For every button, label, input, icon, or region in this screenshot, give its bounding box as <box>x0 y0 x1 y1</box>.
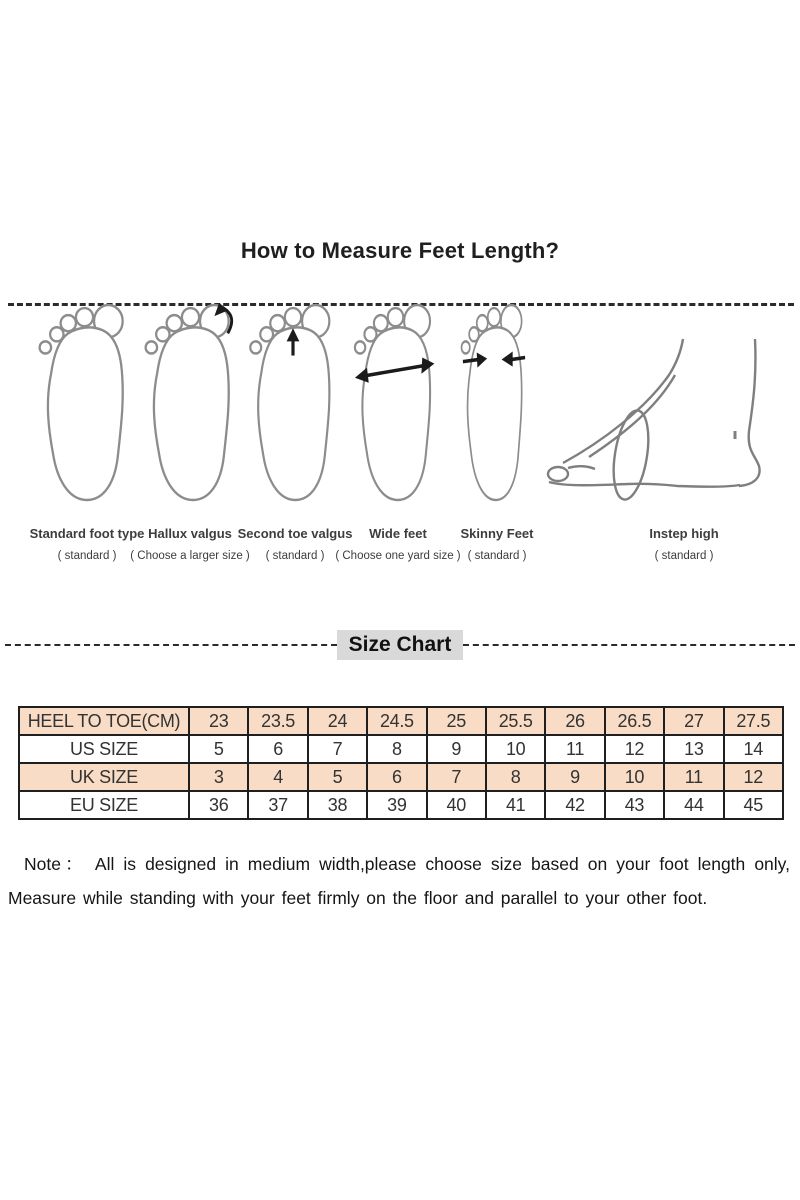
side-foot-heel <box>739 339 760 486</box>
size-cell: 10 <box>486 735 545 763</box>
note-line-2: Measure while standing with your feet firmly on the floor and parallel to your other foot. <box>8 888 708 908</box>
side-foot-toe <box>548 467 568 481</box>
size-cell: 26.5 <box>605 707 664 735</box>
size-cell: 13 <box>664 735 723 763</box>
row-label: EU SIZE <box>19 791 189 819</box>
side-foot-sole <box>549 482 740 487</box>
size-table <box>18 706 784 820</box>
side-foot-instep <box>563 339 683 463</box>
size-cell: 12 <box>605 735 664 763</box>
size-cell: 6 <box>367 763 426 791</box>
size-cell: 25.5 <box>486 707 545 735</box>
foot-outline <box>146 305 229 500</box>
table-row <box>19 735 783 763</box>
foot-outline <box>40 305 123 500</box>
foot-type-name: Standard foot type <box>29 526 145 541</box>
foot-outline <box>462 305 522 500</box>
size-cell: 38 <box>308 791 367 819</box>
foot-type-note: ( standard ) <box>57 550 117 562</box>
size-table-body <box>19 707 783 819</box>
size-cell: 40 <box>427 791 486 819</box>
size-cell: 3 <box>189 763 248 791</box>
foot-type-name: Wide feet <box>369 526 427 541</box>
row-label: HEEL TO TOE(CM) <box>19 707 189 735</box>
size-cell: 25 <box>427 707 486 735</box>
size-cell: 7 <box>308 735 367 763</box>
foot-type-note: ( Choose a larger size ) <box>130 550 250 562</box>
size-cell: 11 <box>545 735 604 763</box>
feet-illustrations <box>0 303 800 508</box>
foot-outline <box>250 305 329 500</box>
foot-caption-instep-high <box>599 526 769 563</box>
foot-illustration-instep-high <box>543 335 768 505</box>
size-cell: 26 <box>545 707 604 735</box>
size-cell: 27 <box>664 707 723 735</box>
size-cell: 8 <box>367 735 426 763</box>
size-cell: 24.5 <box>367 707 426 735</box>
size-cell: 42 <box>545 791 604 819</box>
size-cell: 44 <box>664 791 723 819</box>
foot-type-note: ( standard ) <box>265 550 325 562</box>
foot-outline <box>355 305 430 500</box>
size-cell: 8 <box>486 763 545 791</box>
size-cell: 11 <box>664 763 723 791</box>
size-cell: 5 <box>189 735 248 763</box>
size-cell: 43 <box>605 791 664 819</box>
foot-type-note: ( Choose one yard size ) <box>335 550 461 562</box>
size-cell: 45 <box>724 791 783 819</box>
size-cell: 36 <box>189 791 248 819</box>
size-cell: 24 <box>308 707 367 735</box>
divider-dash-left <box>5 644 337 646</box>
size-cell: 41 <box>486 791 545 819</box>
size-chart-divider <box>5 628 795 662</box>
size-cell: 4 <box>248 763 307 791</box>
table-row <box>19 707 783 735</box>
size-cell: 7 <box>427 763 486 791</box>
foot-type-note: ( standard ) <box>467 550 527 562</box>
size-cell: 39 <box>367 791 426 819</box>
row-label: US SIZE <box>19 735 189 763</box>
foot-type-name: Instep high <box>649 526 719 541</box>
size-cell: 14 <box>724 735 783 763</box>
foot-type-name: Skinny Feet <box>460 526 534 541</box>
note-line-1: Note： All is designed in medium width,please choose size based on your foot length only, <box>24 854 790 874</box>
note-text <box>8 847 792 915</box>
foot-illustration-skinny-feet <box>456 303 532 505</box>
table-row <box>19 791 783 819</box>
foot-type-name: Second toe valgus <box>237 526 353 541</box>
divider-dash-right <box>463 644 795 646</box>
size-cell: 27.5 <box>724 707 783 735</box>
table-row <box>19 763 783 791</box>
foot-caption-skinny-feet <box>412 526 582 563</box>
size-cell: 9 <box>427 735 486 763</box>
size-chart-heading: Size Chart <box>337 630 464 660</box>
row-label: UK SIZE <box>19 763 189 791</box>
foot-type-note: ( standard ) <box>654 550 714 562</box>
foot-type-name: Hallux valgus <box>148 526 232 541</box>
foot-illustration-wide-feet <box>348 303 443 505</box>
size-cell: 23 <box>189 707 248 735</box>
size-cell: 37 <box>248 791 307 819</box>
page-title: How to Measure Feet Length? <box>240 238 560 263</box>
size-cell: 5 <box>308 763 367 791</box>
size-cell: 10 <box>605 763 664 791</box>
foot-illustration-standard <box>32 303 137 505</box>
size-cell: 23.5 <box>248 707 307 735</box>
instep-measure-loop <box>608 408 654 502</box>
foot-illustration-hallux-valgus <box>138 303 243 505</box>
size-cell: 12 <box>724 763 783 791</box>
size-cell: 9 <box>545 763 604 791</box>
foot-illustration-second-toe-valgus <box>243 303 343 505</box>
size-cell: 6 <box>248 735 307 763</box>
